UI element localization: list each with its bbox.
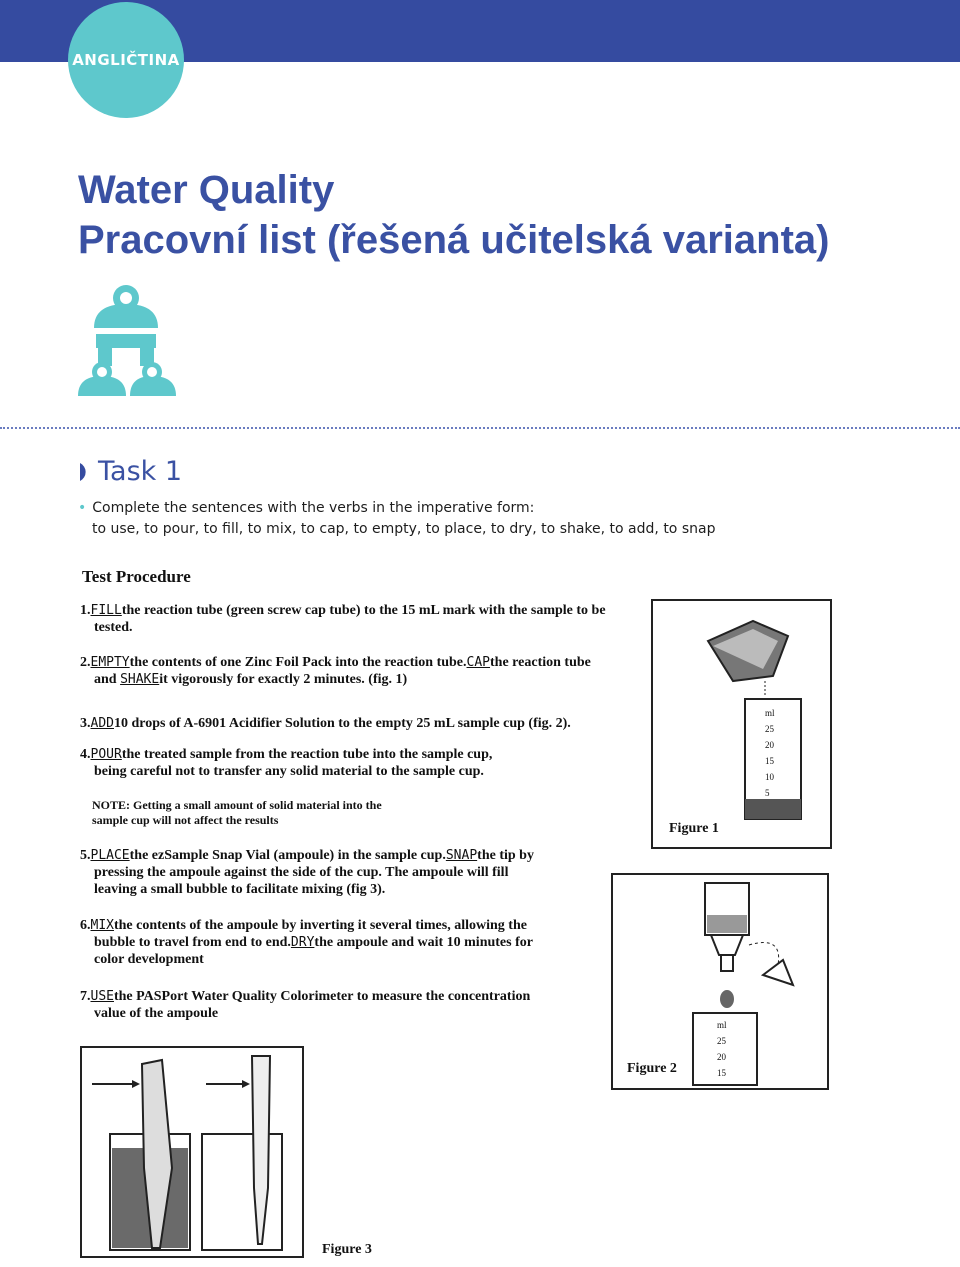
note-line1: Getting a small amount of solid material into the [133,798,382,812]
figure-3-label: Figure 3 [322,1242,372,1257]
procedure-heading: Test Procedure [82,567,191,586]
step-number: 6. [80,918,91,933]
answer-fill: FILL [90,603,122,618]
step-text-line2: the ampoule and wait 10 minutes for [314,935,533,950]
step-text-line2-pre: bubble to travel from end to end. [94,935,291,950]
step-text: the PASPort Water Quality Colorimeter to measure the concentration [113,989,531,1004]
answer-mix: MIX [90,918,114,933]
step-text-line2: pressing the ampoule against the side of the cup. The ampoule will fill [94,865,509,880]
step-7 [80,988,530,1022]
scale-tick: ml [765,708,775,718]
step-number: 1. [80,603,91,618]
task-title: Task 1 [98,456,183,487]
fig1-scale [765,705,775,801]
task-heading [78,456,182,487]
foil-pack-cup-illustration [653,601,830,847]
step-1 [80,602,606,636]
answer-pour: POUR [90,747,122,762]
answer-shake: SHAKE [120,672,160,687]
subject-badge [68,2,184,118]
subject-badge-label: ANGLIČTINA [72,51,180,69]
instruction-text: Complete the sentences with the verbs in the imperative form: [92,500,535,516]
scale-tick: 15 [717,1068,726,1078]
step-text-cont: the reaction tube [490,655,591,670]
step-number: 7. [80,989,91,1004]
step-text-line3: color development [94,952,204,967]
scale-tick: 20 [765,740,774,750]
note-line2: sample cup will not affect the results [92,813,279,827]
answer-add: ADD [90,716,114,731]
note-label: NOTE: [92,798,131,812]
step-4 [80,746,492,780]
step-number: 2. [80,655,91,670]
figure-1 [651,599,832,849]
step-5 [80,847,534,898]
scale-tick: 25 [765,724,774,734]
figure-3 [80,1046,304,1258]
step-number: 5. [80,848,91,863]
step-text-line2: it vigorously for exactly 2 minutes. (fig. 1) [159,672,408,687]
step-2 [80,654,591,688]
procedure-note [92,798,382,828]
verb-list: to use, to pour, to fill, to mix, to cap, to empty, to place, to dry, to shake, to add, to snap [92,521,716,537]
step-number: 4. [80,747,91,762]
figure-1-label: Figure 1 [669,821,719,836]
step-text: the ezSample Snap Vial (ampoule) in the sample cup. [129,848,446,863]
ampoule-cup-illustration [82,1048,302,1256]
answer-place: PLACE [90,848,130,863]
figure-2-label: Figure 2 [627,1061,677,1076]
team-hierarchy-icon [76,284,180,398]
answer-dry: DRY [290,935,315,950]
answer-empty: EMPTY [90,655,130,670]
bullet-dot: • [78,500,87,516]
task-instructions [78,498,715,540]
answer-snap: SNAP [445,848,478,863]
scale-tick: 5 [765,788,770,798]
step-number: 3. [80,716,91,731]
scale-tick: 25 [717,1036,726,1046]
step-text-line2-pre: and [94,672,117,687]
page-subtitle: Pracovní list (řešená učitelská varianta) [78,218,830,262]
step-text-line2: being careful not to transfer any solid material to the sample cup. [94,764,484,779]
step-text-line3: leaving a small bubble to facilitate mixing (fig 3). [94,882,386,897]
scale-tick: 15 [765,756,774,766]
step-text-line2: value of the ampoule [94,1006,219,1021]
fig2-scale [717,1017,727,1081]
section-divider [0,427,960,429]
scale-tick: ml [717,1020,727,1030]
answer-cap: CAP [466,655,491,670]
half-circle-marker-icon [78,461,92,483]
step-6 [80,917,533,968]
step-text: the contents of one Zinc Foil Pack into the reaction tube. [129,655,467,670]
step-text-line2: tested. [94,620,133,635]
figure-2 [611,873,829,1090]
scale-tick: 20 [717,1052,726,1062]
step-text-cont: the tip by [477,848,534,863]
step-text: the treated sample from the reaction tube into the sample cup, [121,747,493,762]
page-title: Water Quality [78,168,335,212]
step-3 [80,715,571,732]
step-text: the reaction tube (green screw cap tube) to the 15 mL mark with the sample to be [121,603,606,618]
scale-tick: 10 [765,772,774,782]
step-text: 10 drops of A-6901 Acidifier Solution to the empty 25 mL sample cup (fig. 2). [113,716,571,731]
answer-use: USE [90,989,114,1004]
step-text: the contents of the ampoule by inverting it several times, allowing the [113,918,527,933]
